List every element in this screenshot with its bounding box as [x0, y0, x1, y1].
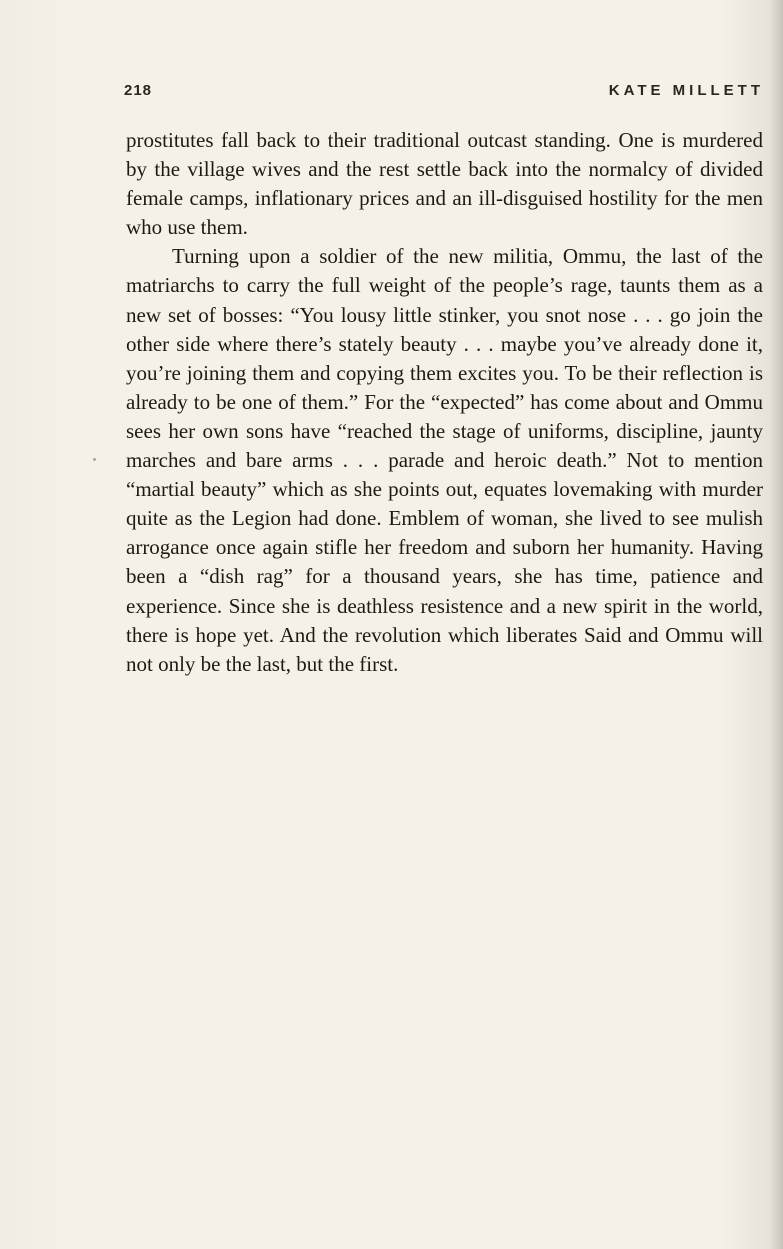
author-name: KATE MILLETT [608, 82, 764, 99]
paragraph-2: Turning upon a soldier of the new militia, Ommu, the last of the matriarchs to carry the full weight of the people’s rage, taunts them as a new set of bosses: “You lousy little stinker, you snot nose . . . go join the other side where there’s stately beauty . . . maybe you’ve already done it, you’re joining them and copying them excites you. To be their reflection is already to be one of them.” For the “expected” has come about and Ommu sees her own sons have “reached the stage of uniforms, discipline, jaunty marches and bare arms . . . parade and heroic death.” Not to mention “martial beauty” which as she points out, equates lovemaking with murder quite as the Legion had done. Emblem of woman, she lived to see mulish arrogance once again stifle her freedom and suborn her humanity. Having been a “dish rag” for a thousand years, she has time, patience and experience. Since she is deathless resistence and a new spirit in the world, there is hope yet. And the revolution which liberates Said and Ommu will not only be the last, but the first. [126, 244, 763, 676]
page-number: 218 [124, 82, 153, 99]
body-text [126, 126, 763, 679]
paragraph-1: prostitutes fall back to their traditional outcast standing. One is murdered by the village wives and the rest settle back into the normalcy of divided female camps, inflationary prices and an ill-disguised hostility for the men who use them. [126, 128, 763, 240]
running-head [124, 82, 764, 102]
page-edge-shadow [769, 0, 783, 1249]
paper-speck [93, 458, 96, 461]
show-through-text [146, 664, 766, 1189]
